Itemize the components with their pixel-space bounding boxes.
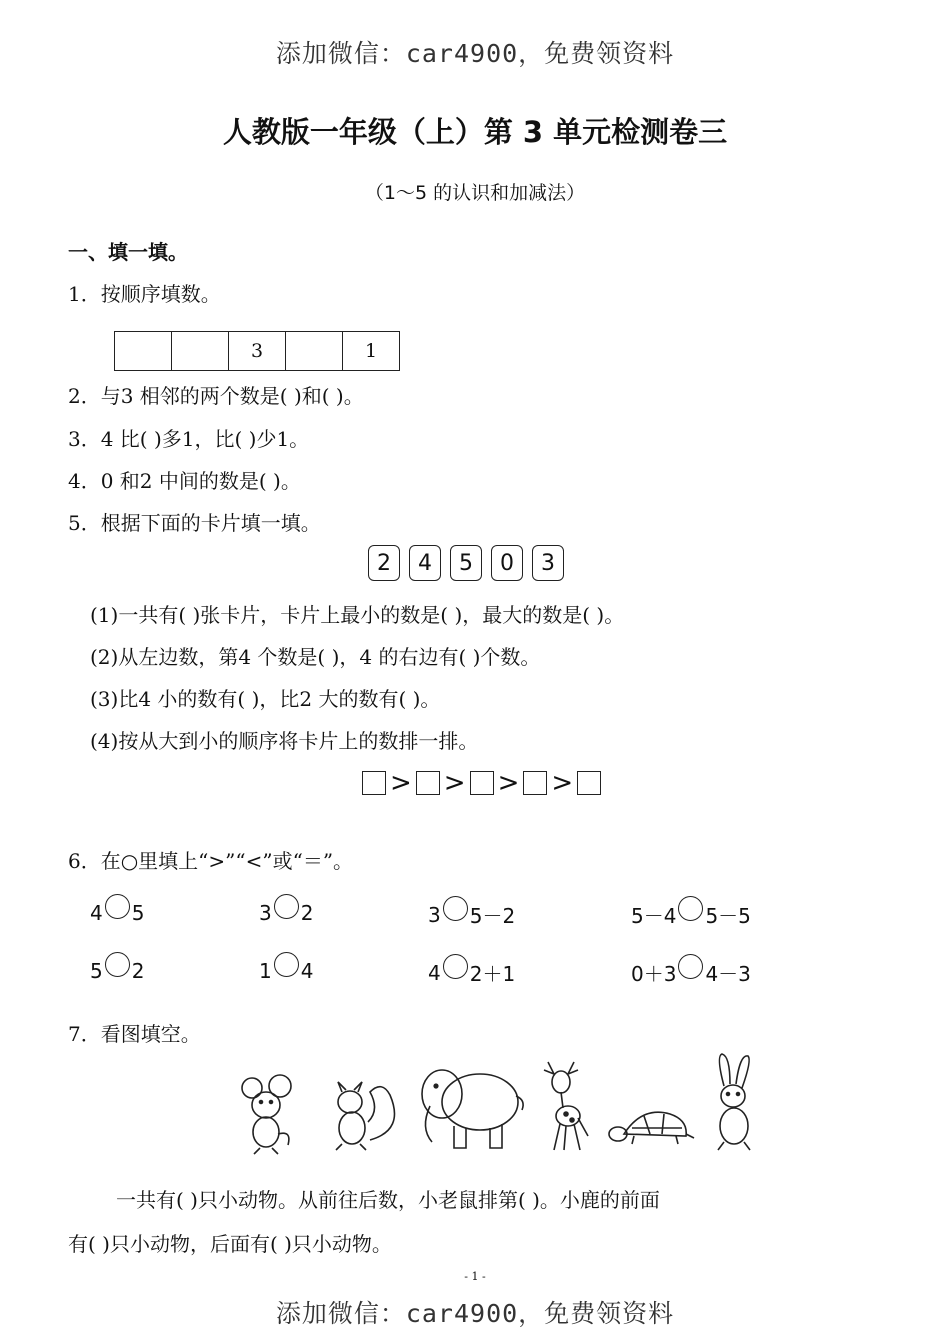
turtle-icon [609,1112,694,1144]
sequence-cell[interactable] [115,332,172,371]
answer-circle[interactable] [678,896,703,921]
squirrel-icon [336,1082,395,1150]
greater-than-sign: > [390,768,412,798]
section-heading: 一、填一填。 [68,240,188,264]
comparison-item [631,958,751,987]
answer-circle[interactable] [443,896,468,921]
comparison-item [90,958,144,983]
number-card: 4 [409,545,441,581]
sequence-cell: 1 [343,332,400,371]
comparison-item [90,900,144,925]
comparison-item [259,958,313,983]
comparison-item [631,900,751,929]
mouse-icon [242,1075,291,1154]
comparison-right: 5 [131,900,145,925]
comparison-right: 4 [300,958,314,983]
question-4: 4．0 和2 中间的数是( )。 [68,469,301,493]
comparison-item [428,900,515,929]
question-7: 7．看图填空。 [68,1022,201,1046]
answer-box[interactable] [470,771,494,795]
elephant-icon [422,1070,523,1148]
question-2: 2．与3 相邻的两个数是( )和( )。 [68,384,364,408]
question-6: 6．在○里填上“>”“<”或“＝”。 [68,849,354,873]
comparison-right: 5－2 [469,904,516,928]
comparison-left: 1 [259,958,272,983]
question-5-part-3: (3)比4 小的数有( )，比2 大的数有( )。 [90,687,441,711]
question-5-part-2: (2)从左边数，第4 个数是( )，4 的右边有( )个数。 [90,645,541,669]
comparison-left: 3 [259,900,272,925]
sequence-cell[interactable] [172,332,229,371]
comparison-item [428,958,515,987]
comparison-left: 4 [90,900,103,925]
question-3: 3．4 比( )多1，比( )少1。 [68,427,310,451]
comparison-left: 4 [428,960,441,985]
answer-box[interactable] [577,771,601,795]
sequence-cell: 3 [229,332,286,371]
question-5: 5．根据下面的卡片填一填。 [68,511,321,535]
comparison-right: 2＋1 [469,962,516,986]
number-card: 2 [368,545,400,581]
answer-box[interactable] [523,771,547,795]
sequence-cell[interactable] [286,332,343,371]
comparison-right: 5－5 [705,904,751,928]
answer-box[interactable] [362,771,386,795]
answer-circle[interactable] [678,954,703,979]
rabbit-icon [718,1054,750,1150]
question-7-line-2: 有( )只小动物，后面有( )只小动物。 [68,1232,392,1256]
comparison-left: 5 [90,958,103,983]
page-title: 人教版一年级（上）第 3 单元检测卷三 [222,115,728,149]
animals-illustration [230,1050,770,1160]
question-1: 1．按顺序填数。 [68,282,221,306]
deer-icon [544,1062,588,1150]
question-7-line-1: 一共有( )只小动物。从前往后数，小老鼠排第( )。小鹿的前面 [116,1188,660,1212]
comparison-right: 2 [131,958,145,983]
comparison-left: 0＋3 [631,962,677,986]
greater-than-sign: > [443,768,466,798]
page-number: - 1 - [464,1270,486,1283]
answer-circle[interactable] [443,954,468,979]
watermark-bottom: 添加微信：car4900，免费领资料 [275,1299,675,1328]
number-card: 3 [532,545,564,581]
comparison-right: 4－3 [705,962,751,986]
comparison-left: 3 [428,902,441,927]
answer-circle[interactable] [105,952,130,977]
greater-than-sign: > [497,768,520,798]
comparison-item [259,900,313,925]
greater-than-sign: > [551,768,574,798]
answer-circle[interactable] [105,894,130,919]
number-sequence-table [114,331,400,371]
descending-order-boxes [362,768,601,798]
number-card: 5 [450,545,482,581]
number-card: 0 [491,545,523,581]
comparison-left: 5－4 [631,904,677,928]
answer-circle[interactable] [274,952,299,977]
number-cards [368,545,564,581]
answer-box[interactable] [416,771,440,795]
comparison-right: 2 [300,900,314,925]
watermark-top: 添加微信：car4900，免费领资料 [275,39,675,68]
question-5-part-4: (4)按从大到小的顺序将卡片上的数排一排。 [90,729,479,753]
page-subtitle: （1～5 的认识和加减法） [364,182,586,204]
question-5-part-1: (1)一共有( )张卡片，卡片上最小的数是( )，最大的数是( )。 [90,603,625,627]
answer-circle[interactable] [274,894,299,919]
